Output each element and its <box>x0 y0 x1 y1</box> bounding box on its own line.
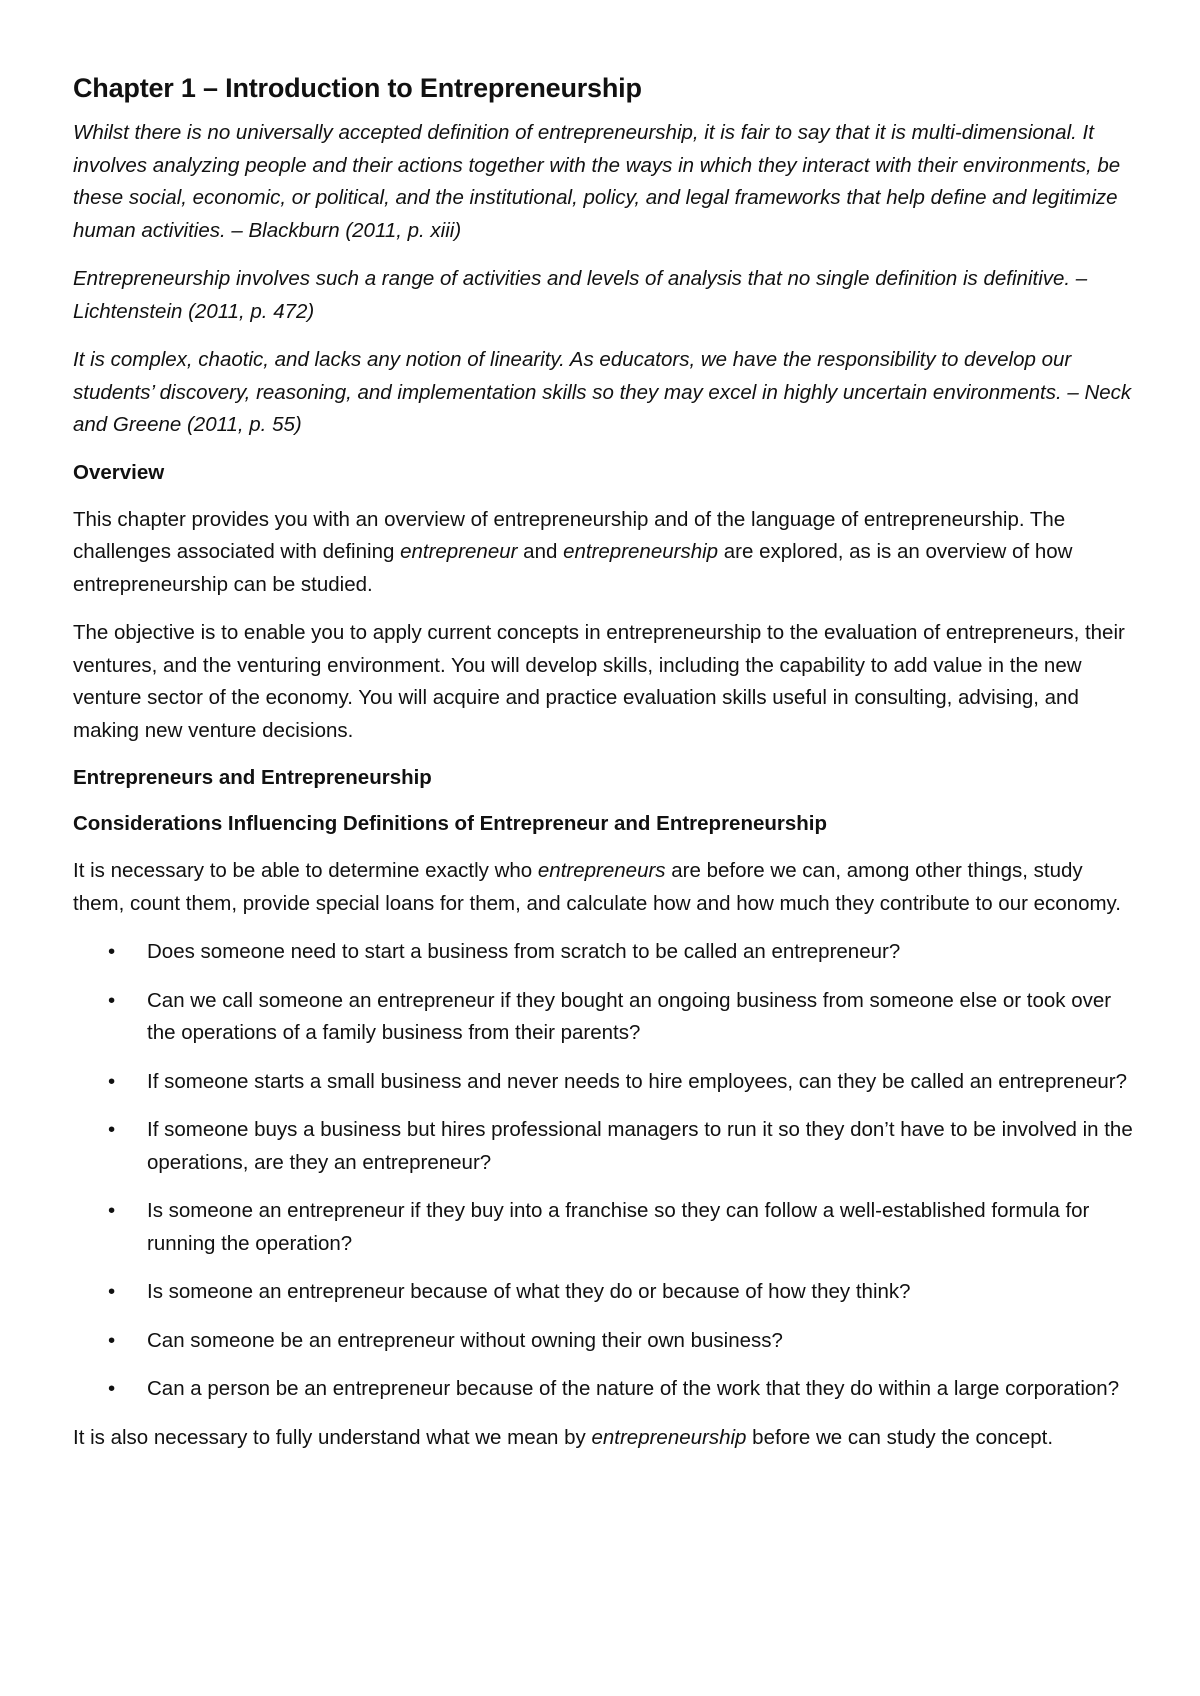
list-item <box>73 1325 1133 1358</box>
closing-text-2: before we can study the concept. <box>746 1425 1054 1449</box>
list-item <box>73 985 1133 1050</box>
overview-paragraph-2: The objective is to enable you to apply current concepts in entrepreneurship to the evaluation of entrepreneurs, their ventures, and the venturing environment. You will develop skills, including the capability to add value in the new venture sector of the economy. You will acquire and practice evaluation skills useful in consulting, advising, and making new venture decisions. <box>73 621 1125 742</box>
list-item <box>73 1066 1133 1099</box>
list-item <box>73 1276 1133 1309</box>
closing-emphasis-entrepreneurship: entrepreneurship <box>591 1425 747 1449</box>
intro-emphasis-entrepreneurs: entrepreneurs <box>537 859 666 882</box>
list-item <box>73 1114 1133 1179</box>
list-item <box>73 1195 1133 1260</box>
overview-paragraph-1 <box>73 504 1133 602</box>
question-list <box>73 936 1133 1406</box>
list-item-text: If someone buys a business but hires professional managers to run it so they don’t have to be involved in the operations, are they an entrepreneur? <box>147 1118 1133 1174</box>
list-item-text: Can a person be an entrepreneur because of the nature of the work that they do within a large corporation? <box>147 1377 1120 1400</box>
overview-p1-text-2: and <box>517 540 564 563</box>
bullet-icon: • <box>108 1377 116 1400</box>
list-item <box>73 936 1133 969</box>
list-item-text: Can we call someone an entrepreneur if they bought an ongoing business from someone else or took over the operations of a family business from their parents? <box>147 988 1112 1044</box>
bullet-icon: • <box>108 940 116 963</box>
document-page <box>73 70 1133 1470</box>
intro-paragraph <box>73 855 1133 920</box>
list-item-text: Is someone an entrepreneur because of what they do or because of how they think? <box>147 1280 911 1303</box>
overview-p1-text-1: This chapter provides you with an overview of entrepreneurship and of the language of entrepreneurship. The challenges associated with defining <box>73 507 1066 563</box>
chapter-title: Chapter 1 – Introduction to Entrepreneurship <box>73 73 642 103</box>
section-heading: Entrepreneurs and Entrepreneurship <box>73 766 432 789</box>
closing-paragraph <box>73 1422 1133 1455</box>
section-subheading: Considerations Influencing Definitions of Entrepreneur and Entrepreneurship <box>73 812 828 835</box>
bullet-icon: • <box>108 1328 116 1352</box>
list-item-text: Can someone be an entrepreneur without owning their own business? <box>147 1328 783 1352</box>
list-item-text: If someone starts a small business and never needs to hire employees, can they be called an entrepreneur? <box>147 1069 1128 1093</box>
quote-neck-greene: It is complex, chaotic, and lacks any notion of linearity. As educators, we have the responsibility to develop our students’ discovery, reasoning, and implementation skills so they may excel in highly uncertain environments. – Neck and Greene (2011, p. 55) <box>73 348 1132 436</box>
overview-p1-emphasis-entrepreneur: entrepreneur <box>400 540 518 563</box>
overview-heading: Overview <box>73 460 165 484</box>
bullet-icon: • <box>108 1069 116 1093</box>
bullet-icon: • <box>108 1118 116 1141</box>
list-item <box>73 1373 1133 1406</box>
intro-text-2: are before we can, among other things, study them, count them, provide special loans for them, and calculate how and how much they contribute to our economy. <box>73 859 1121 915</box>
list-item-text: Is someone an entrepreneur if they buy into a franchise so they can follow a well-established formula for running the operation? <box>147 1199 1090 1255</box>
overview-p1-text-3: are explored, as is an overview of how entrepreneurship can be studied. <box>73 540 1073 596</box>
bullet-icon: • <box>108 1280 116 1303</box>
overview-p1-emphasis-entrepreneurship: entrepreneurship <box>563 540 719 563</box>
bullet-icon: • <box>108 1199 116 1222</box>
closing-text-1: It is also necessary to fully understand what we mean by <box>73 1425 592 1449</box>
intro-text-1: It is necessary to be able to determine exactly who <box>73 859 538 882</box>
bullet-icon: • <box>108 988 116 1012</box>
list-item-text: Does someone need to start a business from scratch to be called an entrepreneur? <box>147 940 901 963</box>
quote-lichtenstein: Entrepreneurship involves such a range of activities and levels of analysis that no single definition is definitive. – Lichtenstein (2011, p. 472) <box>73 267 1088 323</box>
quote-blackburn: Whilst there is no universally accepted definition of entrepreneurship, it is fair to say that it is multi-dimensional. It involves analyzing people and their actions together with the ways in which they interact with their environments, be these social, economic, or political, and the institutional, policy, and legal frameworks that help define and legitimize human activities. – Blackburn (2011, p. xiii) <box>73 121 1121 242</box>
